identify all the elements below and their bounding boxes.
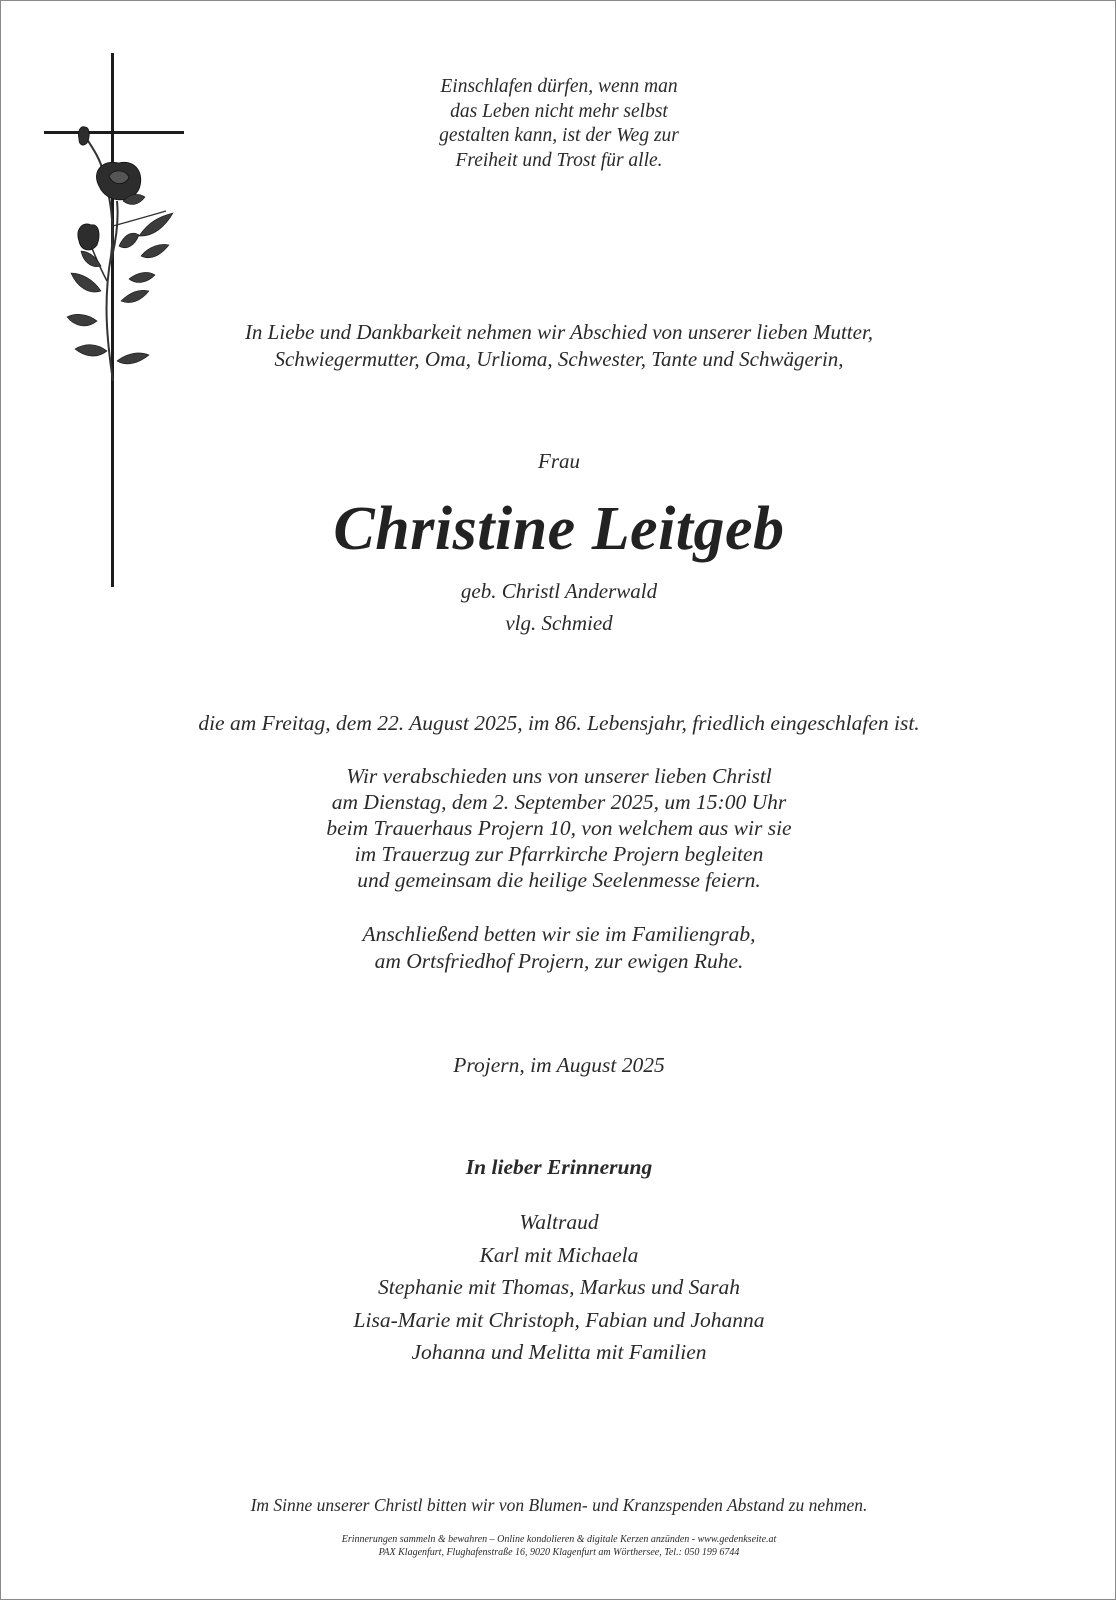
mourner-entry: Johanna und Melitta mit Familien — [411, 1340, 707, 1364]
motto-line: Freiheit und Trost für alle. — [455, 149, 663, 171]
service-line: am Dienstag, dem 2. September 2025, um 15:00 Uhr — [331, 790, 787, 814]
footer — [1, 1533, 1116, 1559]
memory-heading: In lieber Erinnerung — [465, 1155, 653, 1179]
mourner-entry: Stephanie mit Thomas, Markus und Sarah — [378, 1275, 740, 1299]
motto-line: das Leben nicht mehr selbst — [450, 100, 668, 122]
donation-note: Im Sinne unserer Christl bitten wir von Blumen- und Kranzspenden Abstand zu nehmen. — [250, 1495, 868, 1515]
death-notice: die am Freitag, dem 22. August 2025, im 86. Lebensjahr, friedlich eingeschlafen ist. — [198, 711, 920, 735]
place-date: Projern, im August 2025 — [453, 1053, 665, 1077]
deceased-name: Christine Leitgeb — [333, 495, 785, 563]
motto-line: Einschlafen dürfen, wenn man — [440, 76, 678, 97]
motto-line: gestalten kann, ist der Weg zur — [439, 125, 679, 146]
service-line: im Trauerzug zur Pfarrkirche Projern begleiten — [354, 842, 764, 866]
footer-line: Erinnerungen sammeln & bewahren – Online kondolieren & digitale Kerzen anzünden - www.gedenkseite.at — [341, 1534, 777, 1545]
birth-line: geb. Christl Anderwald — [460, 579, 658, 603]
footer-line: PAX Klagenfurt, Flughafenstraße 16, 9020 Klagenfurt am Wörthersee, Tel.: 050 199 6744 — [378, 1547, 740, 1558]
intro-line: Schwiegermutter, Oma, Urlioma, Schwester, Tante und Schwägerin, — [274, 347, 844, 371]
burial-text — [1, 921, 1116, 974]
service-line: und gemeinsam die heilige Seelenmesse feiern. — [357, 868, 761, 892]
burial-line: Anschließend betten wir sie im Familiengrab, — [362, 922, 756, 946]
mourner-entry: Karl mit Michaela — [479, 1242, 639, 1267]
intro-text — [1, 319, 1116, 373]
mourner-entry: Waltraud — [519, 1210, 599, 1234]
burial-line: am Ortsfriedhof Projern, zur ewigen Ruhe. — [374, 948, 744, 973]
mourner-entry: Lisa-Marie mit Christoph, Fabian und Johanna — [353, 1307, 765, 1332]
birth-line: vlg. Schmied — [505, 611, 613, 635]
intro-line: In Liebe und Dankbarkeit nehmen wir Abschied von unserer lieben Mutter, — [244, 320, 874, 344]
service-line: beim Trauerhaus Projern 10, von welchem aus wir sie — [326, 816, 792, 840]
motto-verse — [1, 75, 1116, 173]
funeral-service-text — [1, 763, 1116, 893]
service-line: Wir verabschieden uns von unserer lieben Christl — [346, 764, 772, 788]
mourners-list — [1, 1206, 1116, 1369]
birth-name — [1, 575, 1116, 639]
salutation: Frau — [538, 449, 580, 473]
